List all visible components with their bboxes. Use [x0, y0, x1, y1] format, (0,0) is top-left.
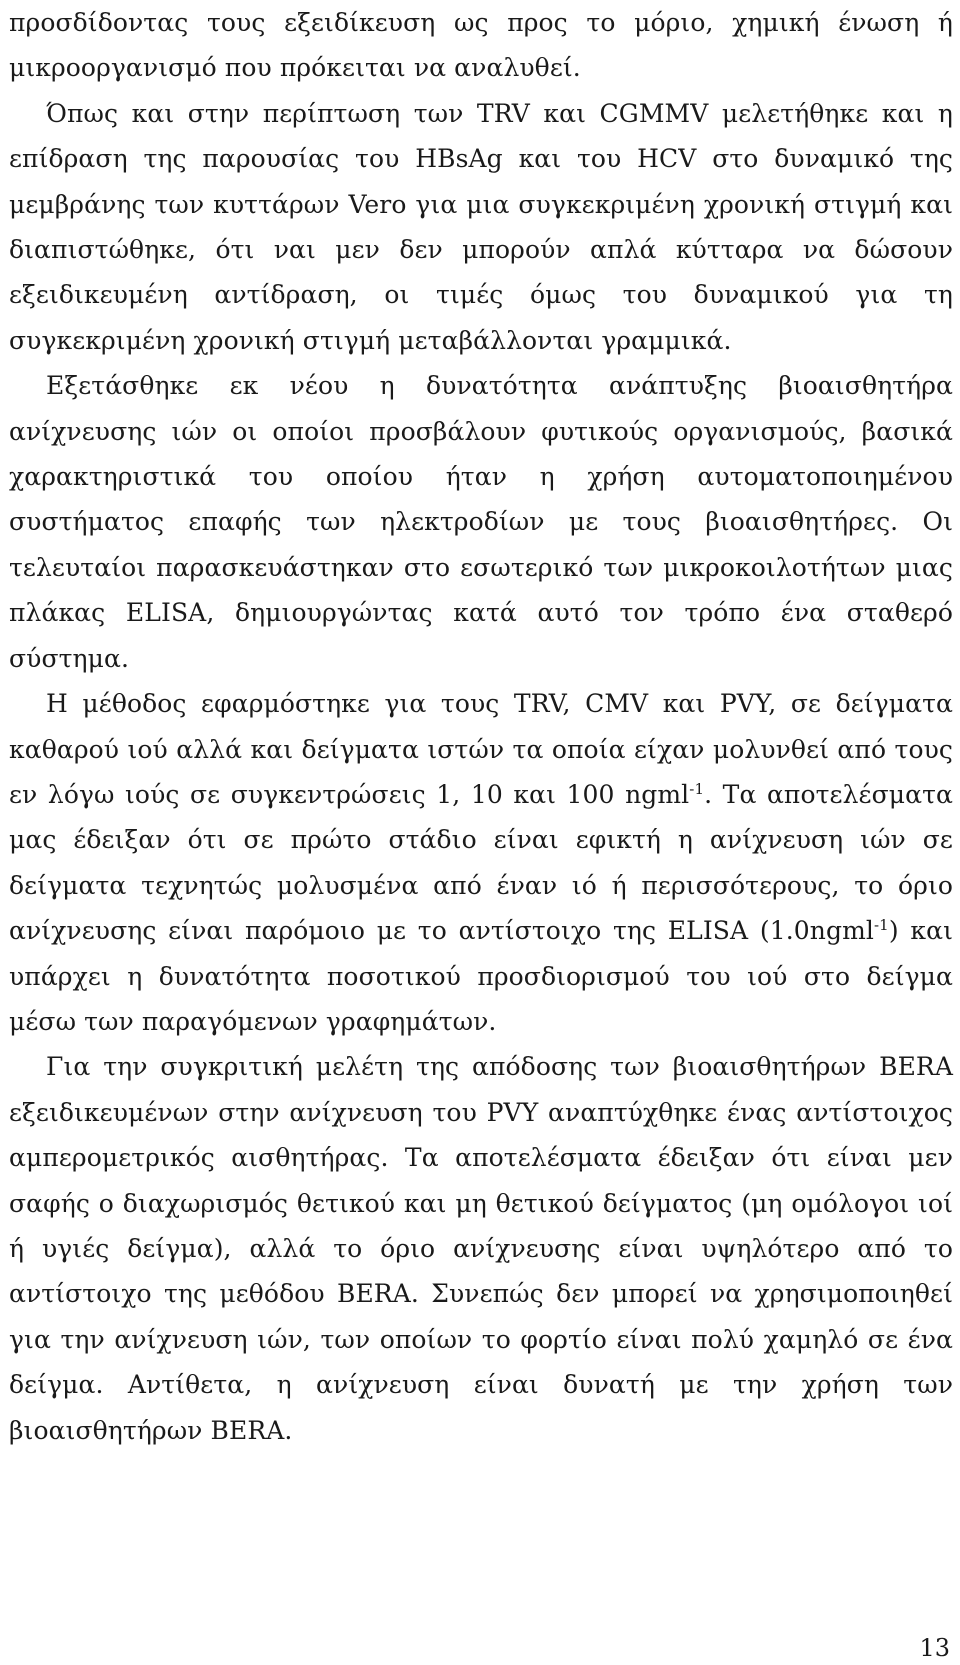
paragraph-membrane-potential — [9, 91, 953, 363]
superscript-exponent: -1 — [874, 916, 889, 935]
paragraph-text: ) και υπάρχει η δυνατότητα ποσοτικού προσδιορισμού του ιού στο δείγμα μέσω των παραγόμενων γραφημάτων. — [9, 916, 953, 1036]
paragraph-continuation — [9, 0, 953, 91]
paragraph-text: Για την συγκριτική μελέτη της απόδοσης των βιοαισθητήρων BERA εξειδικευμένων στην ανίχνευση του PVY αναπτύχθηκε ένας αντίστοιχος αμπερομετρικός αισθητήρας. Τα αποτελέσματα έδειξαν ότι είναι μεν σαφής ο διαχωρισμός θετικού και μη θετικού δείγματος (μη ομόλογοι ιοί ή υγιές δείγμα), αλλά το όριο ανίχνευσης είναι υψηλότερο από το αντίστοιχο της μεθόδου BERA. Συνεπώς δεν μπορεί να χρησιμοποιηθεί για την ανίχνευση ιών, των οποίων το φορτίο είναι πολύ χαμηλό σε ένα δείγμα. Αντίθετα, η ανίχνευση είναι δυνατή με την χρήση των βιοαισθητήρων BERA. — [9, 1052, 953, 1445]
paragraph-text: Η μέθοδος εφαρμόστηκε για τους TRV, CMV και PVY, σε δείγματα καθαρού ιού αλλά και δείγματα ιστών τα οποία είχαν μολυνθεί από τους εν λόγω ιούς σε συγκεντρώσεις 1, 10 και 100 ngml — [9, 689, 953, 809]
paragraph-text: προσδίδοντας τους εξειδίκευση ως προς το μόριο, χημική ένωση ή μικροοργανισμό που πρόκειται να αναλυθεί. — [9, 8, 953, 83]
paragraph-text: . Τα αποτελέσματα μας έδειξαν ότι σε πρώτο στάδιο είναι εφικτή η ανίχνευση ιών σε δείγματα τεχνητώς μολυσμένα από έναν ιό ή περισσότερους, το όριο ανίχνευσης είναι παρόμοιο με το αντίστοιχο της ELISA (1.0ngml — [9, 779, 953, 946]
document-body — [9, 0, 953, 1453]
paragraph-text: Όπως και στην περίπτωση των TRV και CGMMV μελετήθηκε και η επίδραση της παρουσίας του HBsAg και του HCV στο δυναμικό της μεμβράνης των κυττάρων Vero για μια συγκεκριμένη χρονική στιγμή και διαπιστώθηκε, ότι ναι μεν δεν μπορούν απλά κύτταρα να δώσουν εξειδικευμένη αντίδραση, οι τιμές όμως του δυναμικού για τη συγκεκριμένη χρονική στιγμή μεταβάλλονται γραμμικά. — [9, 98, 953, 355]
superscript-exponent: -1 — [689, 779, 705, 798]
paragraph-plant-virus-biosensor — [9, 363, 953, 681]
paragraph-method-results — [9, 681, 953, 1044]
paragraph-comparative-study — [9, 1044, 953, 1453]
page-number: 13 — [919, 1634, 950, 1662]
paragraph-text: Εξετάσθηκε εκ νέου η δυνατότητα ανάπτυξης βιοαισθητήρα ανίχνευσης ιών οι οποίοι προσβάλουν φυτικούς οργανισμούς, βασικά χαρακτηριστικά του οποίου ήταν η χρήση αυτοματοποιημένου συστήματος επαφής των ηλεκτροδίων με τους βιοαισθητήρες. Οι τελευταίοι παρασκευάστηκαν στο εσωτερικό των μικροκοιλοτήτων μιας πλάκας ELISA, δημιουργώντας κατά αυτό τον τρόπο ένα σταθερό σύστημα. — [9, 371, 953, 673]
